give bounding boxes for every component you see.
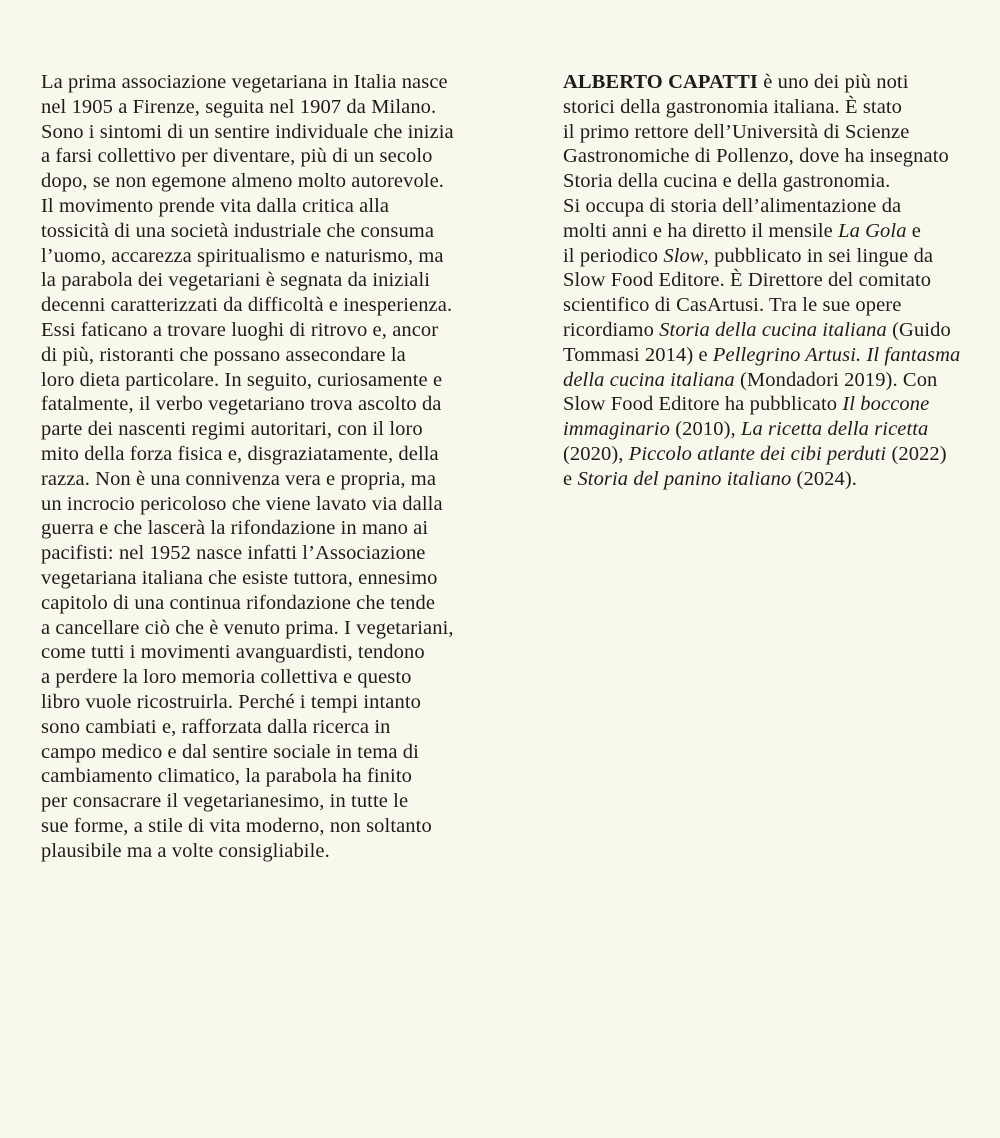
text-line: [563, 268, 963, 293]
text-line: [41, 368, 516, 393]
text-segment: libro vuole ricostruirla. Perché i tempi intanto: [41, 690, 421, 713]
text-line: [41, 616, 516, 641]
text-line: [41, 392, 516, 417]
text-line: [563, 293, 963, 318]
text-segment: pacifisti: nel 1952 nasce infatti l’Associazione: [41, 542, 426, 565]
text-line: [41, 516, 516, 541]
text-segment: La prima associazione vegetariana in Italia nasce: [41, 71, 448, 93]
text-line: [41, 591, 516, 616]
text-segment: nel 1905 a Firenze, seguita nel 1907 da Milano.: [41, 95, 437, 118]
text-line: [41, 690, 516, 715]
text-segment: immaginario: [563, 418, 671, 441]
text-segment: campo medico e dal sentire sociale in tema di: [41, 740, 419, 763]
text-line: [41, 839, 516, 864]
text-segment: Si occupa di storia dell’alimentazione da: [563, 194, 902, 217]
text-segment: (2010),: [670, 418, 741, 441]
text-line: [41, 467, 516, 492]
text-line: [41, 492, 516, 517]
text-segment: fatalmente, il verbo vegetariano trova ascolto da: [41, 393, 442, 416]
author-name: ALBERTO CAPATTI: [563, 71, 758, 93]
text-segment: a perdere la loro memoria collettiva e questo: [41, 666, 412, 689]
text-segment: ricordiamo: [563, 318, 660, 341]
text-line: [563, 169, 963, 194]
text-segment: Il movimento prende vita dalla critica alla: [41, 194, 390, 217]
text-segment: sue forme, a stile di vita moderno, non soltanto: [41, 814, 432, 837]
text-line: [41, 219, 516, 244]
text-segment: parte dei nascenti regimi autoritari, con il loro: [41, 418, 423, 441]
text-line: [41, 343, 516, 368]
text-segment: l’uomo, accarezza spiritualismo e naturismo, ma: [41, 244, 444, 267]
text-segment: plausibile ma a volte consigliabile.: [41, 839, 330, 862]
text-line: [41, 244, 516, 269]
text-segment: Storia della cucina e della gastronomia.: [563, 170, 891, 193]
text-line: [563, 318, 963, 343]
text-segment: Piccolo atlante dei cibi perduti: [628, 442, 887, 465]
text-line: [41, 789, 516, 814]
text-line: [41, 293, 516, 318]
text-line: [41, 318, 516, 343]
text-line: [563, 194, 963, 219]
text-line: [41, 268, 516, 293]
text-segment: Pellegrino Artusi. Il fantasma: [712, 343, 961, 366]
text-line: [563, 244, 963, 269]
text-segment: Il boccone: [842, 393, 930, 416]
text-line: [41, 442, 516, 467]
text-segment: Storia del panino italiano: [577, 467, 792, 490]
text-line: [41, 194, 516, 219]
text-segment: , pubblicato in sei lingue da: [703, 244, 934, 267]
text-line: [41, 120, 516, 145]
text-segment: (2020),: [563, 442, 629, 465]
text-segment: scientifico di CasArtusi. Tra le sue opere: [563, 294, 902, 317]
text-segment: Gastronomiche di Pollenzo, dove ha insegnato: [563, 145, 949, 168]
text-line: [41, 566, 516, 591]
text-segment: e: [563, 467, 578, 490]
text-line: [563, 219, 963, 244]
text-line: [563, 144, 963, 169]
text-line: [563, 417, 963, 442]
text-line: [563, 95, 963, 120]
text-segment: (2024).: [791, 467, 858, 490]
text-line: [563, 368, 963, 393]
text-line: [563, 467, 963, 492]
text-segment: un incrocio pericoloso che viene lavato via dalla: [41, 492, 443, 515]
left-column-text: [41, 70, 516, 864]
text-segment: guerra e che lascerà la rifondazione in mano ai: [41, 517, 429, 540]
text-line: [41, 665, 516, 690]
text-line: [41, 740, 516, 765]
text-line: [41, 417, 516, 442]
text-segment: (Mondadori 2019). Con: [734, 368, 938, 391]
text-segment: Essi faticano a trovare luoghi di ritrovo e, ancor: [41, 318, 439, 341]
text-segment: capitolo di una continua rifondazione che tende: [41, 591, 436, 614]
text-segment: a cancellare ciò che è venuto prima. I vegetariani,: [41, 616, 454, 639]
text-segment: dopo, se non egemone almeno molto autorevole.: [41, 170, 445, 193]
text-line: [563, 392, 963, 417]
text-segment: vegetariana italiana che esiste tuttora, ennesimo: [41, 566, 438, 589]
text-line: [563, 343, 963, 368]
text-segment: tossicità di una società industriale che consuma: [41, 219, 435, 242]
text-segment: per consacrare il vegetarianesimo, in tutte le: [41, 790, 409, 813]
text-segment: Slow Food Editore ha pubblicato: [563, 393, 843, 416]
text-segment: loro dieta particolare. In seguito, curiosamente e: [41, 368, 443, 391]
text-segment: La ricetta della ricetta: [740, 418, 929, 441]
text-line: [41, 70, 516, 95]
text-segment: Tommasi 2014) e: [563, 343, 713, 366]
text-segment: a farsi collettivo per diventare, più di un secolo: [41, 145, 433, 168]
text-segment: decenni caratterizzati da difficoltà e inesperienza.: [41, 294, 453, 317]
text-segment: cambiamento climatico, la parabola ha finito: [41, 765, 412, 788]
text-line: [563, 442, 963, 467]
text-line: [41, 169, 516, 194]
text-segment: molti anni e ha diretto il mensile: [563, 219, 839, 242]
text-segment: la parabola dei vegetariani è segnata da iniziali: [41, 269, 431, 292]
text-line: [41, 541, 516, 566]
text-line: [41, 764, 516, 789]
text-segment: Slow Food Editore. È Direttore del comitato: [563, 269, 932, 292]
text-line: [563, 120, 963, 145]
text-segment: La Gola: [838, 219, 907, 242]
right-column-author-bio: [563, 70, 963, 492]
text-segment: (Guido: [886, 318, 951, 341]
text-segment: e: [906, 219, 921, 242]
text-segment: di più, ristoranti che possano assecondare la: [41, 343, 406, 366]
text-line: [41, 144, 516, 169]
text-segment: sono cambiati e, rafforzata dalla ricerca in: [41, 715, 391, 738]
text-segment: storici della gastronomia italiana. È stato: [563, 95, 903, 118]
text-segment: è uno dei più noti: [758, 71, 909, 93]
text-segment: (2022): [886, 442, 947, 465]
text-line: [563, 70, 963, 95]
text-segment: Slow: [663, 244, 704, 267]
text-segment: razza. Non è una connivenza vera e propria, ma: [41, 467, 437, 490]
text-line: [41, 715, 516, 740]
text-line: [41, 814, 516, 839]
text-segment: Storia della cucina italiana: [659, 318, 887, 341]
text-segment: come tutti i movimenti avanguardisti, tendono: [41, 641, 425, 664]
text-line: [41, 640, 516, 665]
text-segment: della cucina italiana: [563, 368, 735, 391]
text-segment: mito della forza fisica e, disgraziatamente, della: [41, 442, 439, 465]
text-segment: il periodico: [563, 244, 664, 267]
text-line: [41, 95, 516, 120]
text-segment: il primo rettore dell’Università di Scienze: [563, 120, 910, 143]
text-segment: Sono i sintomi di un sentire individuale che inizia: [41, 120, 454, 143]
